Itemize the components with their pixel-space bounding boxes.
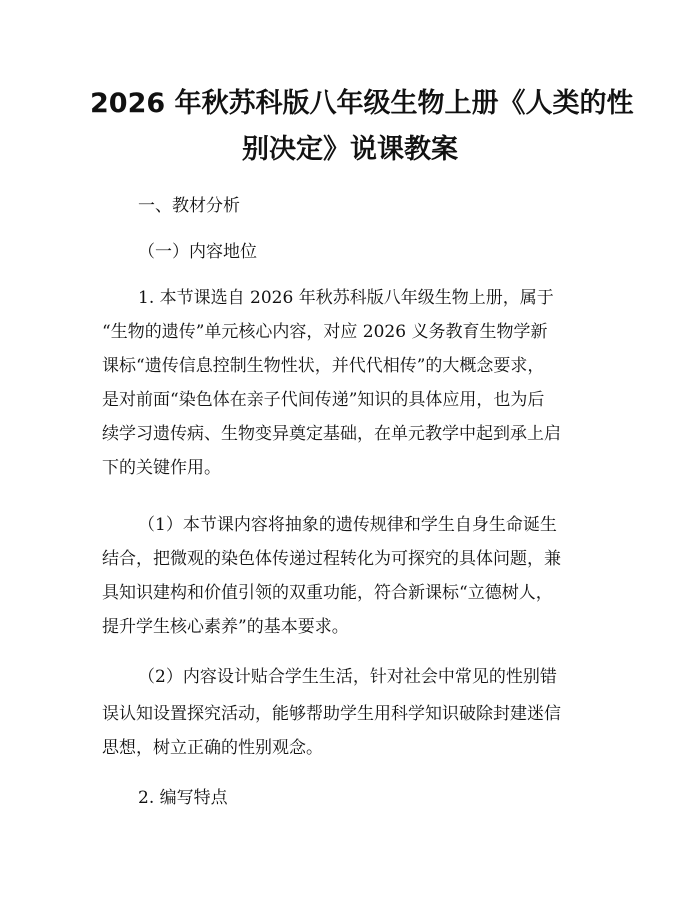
subsection-heading: 2. 编写特点 <box>138 788 228 808</box>
paragraph-2-line: 具知识建构和价值引领的双重功能，符合新课标“立德树人， <box>102 583 553 603</box>
paragraph-1-line: 课标“遗传信息控制生物性状，并代代相传”的大概念要求， <box>102 356 545 376</box>
title-line-1: 2026 年秋苏科版八年级生物上册《人类的性 <box>90 88 634 119</box>
paragraph-1-line: 1. 本节课选自 2026 年秋苏科版八年级生物上册，属于 <box>138 288 554 308</box>
paragraph-3-line: （2）内容设计贴合学生生活，针对社会中常见的性别错 <box>138 667 557 687</box>
paragraph-2-line: 提升学生核心素养”的基本要求。 <box>102 617 349 637</box>
paragraph-1-line: 是对前面“染色体在亲子代间传递”知识的具体应用，也为后 <box>102 390 545 410</box>
paragraph-1-line: 下的关键作用。 <box>102 458 221 478</box>
paragraph-1-line: 续学习遗传病、生物变异奠定基础，在单元教学中起到承上启 <box>102 424 561 444</box>
paragraph-1-line: “生物的遗传”单元核心内容，对应 2026 义务教育生物学新 <box>102 322 548 342</box>
paragraph-2-line: 结合，把微观的染色体传递过程转化为可探究的具体问题，兼 <box>102 549 561 569</box>
paragraph-3-line: 误认知设置探究活动，能够帮助学生用科学知识破除封建迷信 <box>102 704 561 724</box>
paragraph-2-line: （1）本节课内容将抽象的遗传规律和学生自身生命诞生 <box>138 515 557 535</box>
title-line-2: 别决定》说课教案 <box>242 134 458 165</box>
paragraph-3-line: 思想，树立正确的性别观念。 <box>102 738 323 758</box>
subsection-heading: （一）内容地位 <box>138 242 257 262</box>
section-heading: 一、教材分析 <box>138 196 240 216</box>
